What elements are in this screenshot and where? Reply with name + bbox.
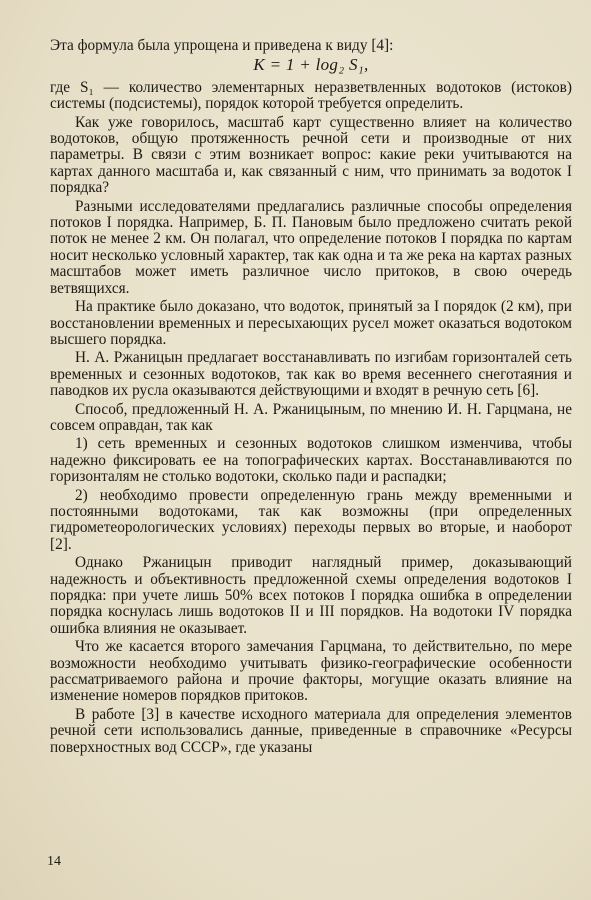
list-item-1: 1) сеть временных и сезонных водотоков слишком изменчива, чтобы надежно фиксировать ее на топографических картах. Восстанавливаются по горизонталям не столько водотоки, сколько пади и распадки; [50,435,572,486]
paragraph-example: Однако Ржаницын приводит наглядный пример, доказывающий надежность и объективность предложенной схемы определения водотоков I порядка: при учете лишь 50% всех потоков I порядка ошибка в определении порядка коснулась лишь водотоков II и III порядков. На водотоки IV порядка ошибка влияния не оказывает. [50,554,572,637]
paragraph-method-critique: Способ, предложенный Н. А. Ржаницыным, по мнению И. Н. Гарцмана, не совсем оправдан, так как [50,400,572,434]
paragraph-practice: На практике было доказано, что водоток, принятый за I порядок (2 км), при восстановлении временных и пересыхающих русел может оказаться водотоком высшего порядка. [50,298,572,348]
page-number: 14 [47,854,61,869]
paragraph-map-scale: Как уже говорилось, масштаб карт существенно влияет на количество водотоков, общую протяженность речной сети и производные от них параметры. В связи с этим возникает вопрос: какие реки учитываются на картах данного масштаба и, как связанный с ним, что принимать за водоток I порядка? [50,113,572,197]
document-page [50,38,572,758]
paragraph-rzhanitsyn: Н. А. Ржаницын предлагает восстанавливать по изгибам горизонталей сеть временных и сезонных водотоков, так как во время весеннего снеготаяния и паводков их русла оказываются действующими и входят в речную сеть [6]. [50,349,572,400]
paragraph-second-remark: Что же касается второго замечания Гарцмана, то действительно, по мере возможности необходимо учитывать физико-географические особенности рассматриваемого района и прочие факторы, могущие оказать влияние на изменение номеров порядков притоков. [50,638,572,705]
formula: K = 1 + log₂ S₁, [253,55,369,75]
paragraph-source-data: В работе [3] в качестве исходного материала для определения элементов речной сети использовались данные, приведенные в справочнике «Ресурсы поверхностных вод СССР», где указаны [50,705,572,756]
list-item-2: 2) необходимо провести определенную грань между временными и постоянными водотоками, так как возможны (при определенных гидрометеорологических условиях) переходы первых во вторые, и наоборот [2]. [50,486,572,553]
paragraph-methods: Разными исследователями предлагались различные способы определения потоков I порядка. Например, Б. П. Пановым было предложено считать рекой поток не менее 2 км. Он полагал, что определение потоков I порядка по картам носит несколько условный характер, так как одна и та же река на картах разных масштабов может иметь различное число притоков, в свою очередь ветвящихся. [50,197,572,297]
paragraph-definition: где S₁ — количество элементарных неразветвленных водотоков (истоков) системы (подсистемы), порядок которой требуется определить. [50,78,572,113]
intro-paragraph: Эта формула была упрощена и приведена к виду [4]: [50,37,394,54]
